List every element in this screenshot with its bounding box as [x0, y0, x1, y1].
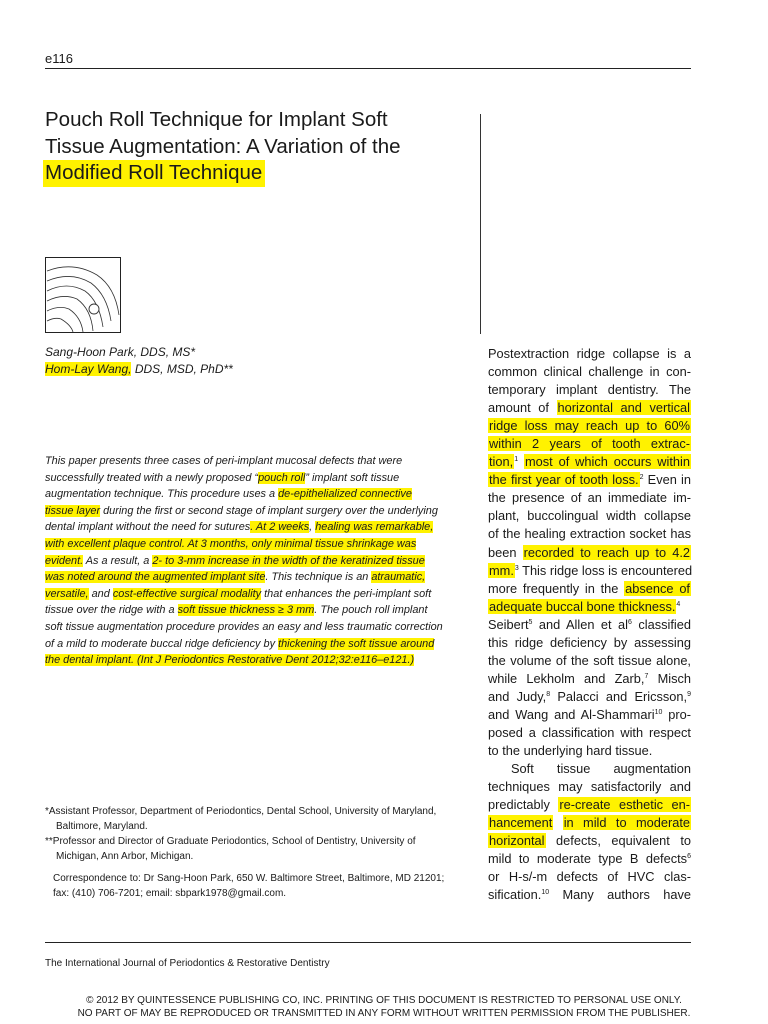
abstract-highlight: tissue layer — [45, 504, 101, 517]
abstract-text: during the first or second stage of implant surgery over the underlying — [100, 504, 438, 517]
body-highlight: horizontal and vertical — [557, 400, 691, 416]
citation-superscript: 8 — [546, 690, 551, 698]
citation-superscript: 3 — [514, 564, 519, 572]
author-2-degrees: DDS, MSD, PhD** — [131, 362, 233, 376]
body-line: plant, buccolingual width collapse — [488, 508, 691, 524]
abstract-text: and — [88, 587, 113, 600]
body-highlight: in mild to moderate — [563, 815, 691, 831]
body-line: this ridge deficiency by assessing — [488, 634, 691, 650]
abstract-text: . This technique is an — [265, 571, 372, 584]
body-highlight: absence of — [625, 580, 690, 596]
citation-superscript: 10 — [654, 708, 663, 716]
abstract-highlight: soft tissue thickness ≥ 3 mm — [177, 604, 315, 617]
body-highlight: tion, — [489, 454, 514, 470]
body-text: and Judy, — [488, 688, 547, 704]
body-highlight: adequate buccal bone thickness. — [489, 598, 676, 614]
citation-superscript: 5 — [528, 618, 533, 626]
abstract-highlight: pouch roll — [258, 471, 306, 484]
citation-superscript: 6 — [687, 853, 691, 861]
body-line: to the underlying hard tissue. — [488, 743, 653, 759]
citation-superscript: 4 — [676, 600, 681, 608]
body-text: amount of — [488, 400, 557, 416]
abstract-highlight: versatile, — [45, 587, 89, 600]
author-2-name: Hom-Lay Wang, — [45, 362, 132, 376]
body-text: Even in — [643, 472, 691, 488]
column-divider — [480, 114, 481, 334]
abstract-highlight: thickening the soft tissue around — [278, 637, 435, 650]
abstract-highlight: healing was remarkable, — [315, 521, 434, 534]
body-line: of the healing extraction socket has — [488, 526, 691, 542]
citation-superscript: 1 — [514, 456, 519, 464]
top-rule — [45, 68, 691, 69]
bottom-rule — [45, 942, 691, 943]
citation-superscript: 2 — [639, 474, 644, 482]
copyright-notice — [0, 994, 768, 1020]
body-text: Misch — [648, 670, 691, 686]
correspondence-line-2: fax: (410) 706-7201; email: sbpark1978@gmail.com. — [53, 888, 287, 899]
body-text: sification. — [488, 887, 542, 903]
author-list — [45, 344, 233, 378]
footnote-2-cont: Michigan, Ann Arbor, Michigan. — [56, 851, 194, 862]
body-column — [488, 345, 691, 904]
abstract-highlight: evident. — [45, 554, 84, 567]
title-line-1: Pouch Roll Technique for Implant Soft — [45, 108, 388, 131]
abstract-highlight: atraumatic, — [371, 571, 426, 584]
body-text: been — [488, 544, 523, 560]
page-number: e116 — [45, 51, 73, 66]
journal-name: The International Journal of Periodontics & Restorative Dentistry — [45, 958, 330, 969]
body-line: Postextraction ridge collapse is a — [488, 346, 691, 361]
body-line: posed a classification with respect — [488, 724, 691, 740]
body-text: and Allen et al — [532, 616, 628, 632]
author-2 — [45, 361, 233, 378]
body-highlight: ridge loss may reach up to 60% — [489, 418, 690, 434]
citation-superscript: 10 — [541, 889, 550, 897]
body-text: more frequently in the — [488, 580, 625, 596]
abstract-text: of a mild to moderate buccal ridge deficiency by — [45, 637, 279, 650]
abstract-text: successfully treated with a newly proposed “ — [45, 471, 259, 484]
abstract-highlight: de-epithelialized connective — [278, 488, 412, 501]
journal-logo-icon — [45, 257, 121, 333]
abstract-line: This paper presents three cases of peri-implant mucosal defects that were — [45, 455, 403, 467]
abstract — [45, 453, 470, 669]
body-highlight: the first year of tooth loss. — [489, 472, 639, 488]
title-line-2: Tissue Augmentation: A Variation of the — [45, 134, 401, 158]
body-text: mild to moderate type B defects — [488, 851, 688, 867]
abstract-highlight: . (Int J Periodontics Restorative Dent 2012;32:e116–e121.) — [130, 654, 415, 667]
abstract-text: . The pouch roll implant — [314, 604, 428, 617]
citation-superscript: 6 — [628, 618, 632, 626]
footnote-1-cont: Baltimore, Maryland. — [56, 821, 148, 832]
body-text: predictably — [488, 797, 559, 813]
abstract-text: , — [309, 521, 316, 534]
body-text: Palacci and Ericsson, — [550, 688, 688, 704]
body-line: temporary implant dentistry. The — [488, 382, 691, 398]
abstract-text: that enhances the peri-implant soft — [261, 587, 432, 600]
body-text: Many authors have — [549, 887, 691, 903]
body-highlight: horizontal — [489, 833, 545, 849]
body-line: techniques may satisfactorily and — [488, 779, 691, 795]
abstract-highlight: 2- to 3-mm increase in the width of the keratinized tissue — [152, 554, 425, 567]
body-text: pro- — [662, 706, 691, 722]
body-line: common clinical challenge in con- — [488, 364, 691, 380]
body-highlight: within 2 years of tooth extrac- — [489, 436, 690, 452]
copyright-line-2: NO PART OF MAY BE REPRODUCED OR TRANSMITTED IN ANY FORM WITHOUT WRITTEN PERMISSION FROM THE PUBLISHER. — [77, 1008, 691, 1019]
body-text: and Wang and Al-Shammari — [488, 706, 655, 722]
body-highlight: mm. — [489, 562, 514, 578]
abstract-highlight: cost-effective surgical modality — [112, 587, 262, 600]
correspondence-line-1: Correspondence to: Dr Sang-Hoon Park, 650 W. Baltimore Street, Baltimore, MD 21201; — [53, 873, 445, 884]
abstract-text: augmentation technique. This procedure uses a — [45, 488, 279, 501]
abstract-highlight: was noted around the augmented implant site — [45, 571, 266, 584]
body-text: This ridge loss is encountered — [518, 562, 693, 578]
copyright-line-1: © 2012 BY QUINTESSENCE PUBLISHING CO, INC. PRINTING OF THIS DOCUMENT IS RESTRICTED TO PERSONAL USE ONLY. — [86, 995, 682, 1006]
body-text: Seibert — [488, 616, 529, 632]
body-highlight: recorded to reach up to 4.2 — [523, 544, 690, 560]
abstract-line: soft tissue augmentation procedure provides an easy and less traumatic correction — [45, 620, 443, 633]
abstract-text: ” implant soft tissue — [305, 471, 400, 484]
correspondence — [45, 871, 470, 901]
title-line-3-highlight: Modified Roll Technique — [43, 160, 265, 187]
body-highlight: most of which occurs within — [524, 454, 690, 470]
citation-superscript: 7 — [644, 672, 649, 680]
footnote-1: *Assistant Professor, Department of Periodontics, Dental School, University of Maryland, — [45, 806, 437, 817]
body-text: classified — [631, 616, 691, 632]
body-line: Soft tissue augmentation — [511, 761, 691, 777]
body-line: or H-s/-m defects of HVC clas- — [488, 869, 691, 885]
author-footnotes — [45, 804, 470, 901]
abstract-text: dental implant without the need for sutures — [45, 521, 251, 534]
abstract-highlight: with excellent plaque control. At 3 months, only minimal tissue shrinkage was — [45, 537, 417, 550]
abstract-text: tissue over the ridge with a — [45, 604, 178, 617]
article-title — [45, 107, 485, 187]
abstract-text: As a result, a — [83, 554, 153, 567]
body-text: while Lekholm and Zarb, — [488, 670, 645, 686]
abstract-highlight: . At 2 weeks — [250, 521, 310, 534]
author-1: Sang-Hoon Park, DDS, MS* — [45, 345, 196, 359]
body-line: the volume of the soft tissue alone, — [488, 652, 691, 668]
footnote-2: **Professor and Director of Graduate Periodontics, School of Dentistry, University of — [45, 836, 416, 847]
citation-superscript: 9 — [687, 690, 691, 698]
body-text: defects, equivalent to — [545, 833, 691, 849]
abstract-highlight: the dental implant — [45, 654, 131, 667]
body-line: the presence of an immediate im- — [488, 490, 691, 506]
body-highlight: re-create esthetic en- — [559, 797, 690, 813]
body-highlight: hancement — [489, 815, 553, 831]
